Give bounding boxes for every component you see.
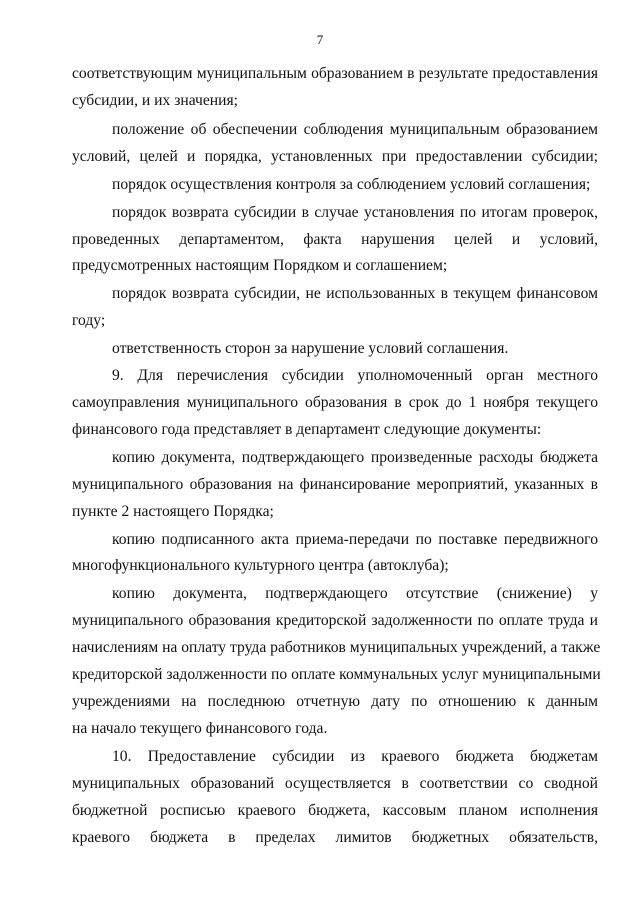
page-number: 7 [316, 32, 324, 47]
text-line: порядок осуществления контроля за соблюдением условий соглашения; [112, 176, 591, 193]
text-line: муниципального образования на финансирование мероприятий, указанных в [72, 476, 598, 493]
text-line: финансового года представляет в департамент следующие документы: [72, 421, 542, 438]
text-line: предусмотренных настоящим Порядком и соглашением; [72, 257, 448, 274]
text-line: условий, целей и порядка, установленных при предоставлении субсидии; [72, 148, 598, 165]
text-line: муниципального образования кредиторской задолженности по оплате труда и [72, 612, 598, 629]
text-line: субсидии, и их значения; [72, 92, 238, 109]
text-line: кредиторской задолженности по оплате коммунальных услуг муниципальными [72, 666, 601, 683]
text-line: на начало текущего финансового года. [72, 720, 328, 737]
text-line: копию документа, подтверждающего произведенные расходы бюджета [112, 449, 598, 466]
text-line: учреждениями на последнюю отчетную дату по отношению к данным [72, 693, 598, 710]
text-line: пункте 2 настоящего Порядка; [72, 503, 274, 520]
text-line: копию подписанного акта приема-передачи по поставке передвижного [112, 531, 598, 548]
text-line: начислениям на оплату труда работников муниципальных учреждений, а также [72, 639, 601, 656]
text-line: ответственность сторон за нарушение условий соглашения. [112, 340, 509, 357]
text-line: копию документа, подтверждающего отсутствие (снижение) у [112, 585, 598, 602]
text-line: порядок возврата субсидии, не использованных в текущем финансовом [112, 285, 598, 302]
text-line: порядок возврата субсидии в случае установления по итогам проверок, [112, 204, 598, 221]
text-line: году; [72, 312, 106, 329]
text-line: многофункционального культурного центра (автоклуба); [72, 557, 449, 574]
text-line: краевого бюджета в пределах лимитов бюджетных обязательств, [72, 829, 598, 846]
text-line: соответствующим муниципальным образованием в результате предоставления [72, 65, 598, 82]
text-line: самоуправления муниципального образования в срок до 1 ноября текущего [72, 394, 598, 411]
text-line: бюджетной росписью краевого бюджета, кассовым планом исполнения [72, 802, 598, 819]
text-line: муниципальных образований осуществляется в соответствии со сводной [72, 775, 598, 792]
text-line: положение об обеспечении соблюдения муниципальным образованием [112, 121, 598, 138]
text-line: 10. Предоставление субсидии из краевого бюджета бюджетам [112, 748, 598, 765]
text-line: проведенных департаментом, факта нарушения целей и условий, [72, 231, 598, 248]
text-line: 9. Для перечисления субсидии уполномоченный орган местного [112, 367, 598, 384]
